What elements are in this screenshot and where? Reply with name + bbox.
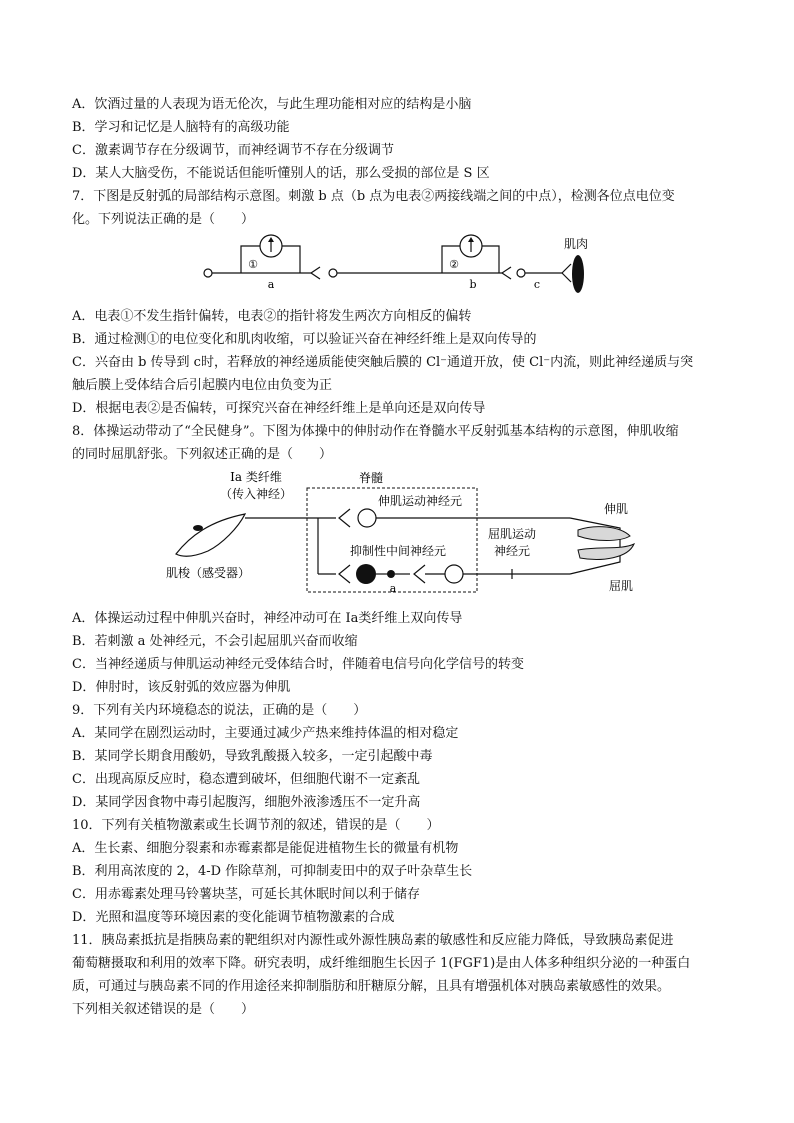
q11-line-2: 葡萄糖摄取和利用的效率下降。研究表明，成纤维细胞生长因子 1(FGF1)是由人体多种组织分泌的一种蛋白 [72,956,691,971]
q11-line-1: 11．胰岛素抵抗是指胰岛素的靶组织对内源性或外源性胰岛素的敏感性和反应能力降低，导致胰岛素促进 [72,933,674,948]
q7-muscle [572,255,584,293]
q8-muscle-spindle [176,514,245,556]
q7-option-c-cont: 触后膜上受体结合后引起膜内电位由负变为正 [72,378,333,393]
q7-synapse-1 [311,267,320,273]
q7-stem-line-2: 化。下列说法正确的是（ ） [72,212,255,227]
q6-option-b: B．学习和记忆是人脑特有的高级功能 [72,120,290,135]
q7-synapse-2 [502,267,511,273]
q8-option-d: D．伸肘时，该反射弧的效应器为伸肌 [72,680,291,695]
q8-option-c: C．当神经递质与伸肌运动神经元受体结合时，伴随着电信号向化学信号的转变 [72,657,524,672]
q8-option-a: A．体操运动过程中伸肌兴奋时，神经冲动可在 Ia类纤维上双向传导 [72,611,463,626]
q9-option-c: C．出现高原反应时，稳态遭到破坏，但细胞代谢不一定紊乱 [72,772,420,787]
q7-option-d: D．根据电表②是否偏转，可探究兴奋在神经纤维上是单向还是双向传导 [72,401,486,416]
q8-ia-fiber-label: Ia 类纤维 [230,470,282,484]
q7-option-b: B．通过检测①的电位变化和肌肉收缩，可以验证兴奋在神经纤维上是双向传导的 [72,332,537,347]
q8-flexor-label: 屈肌 [608,579,634,593]
q7-muscle-label: 肌肉 [563,237,589,251]
q7-option-c: C．兴奋由 b 传导到 c时，若释放的神经递质能使突触后膜的 Cl⁻通道开放，使 Cl⁻内流，则此神经递质与突 [72,355,694,370]
q8-extensor-neuron-label: 伸肌运动神经元 [377,494,463,508]
q9-option-d: D．某同学因食物中毒引起腹泻，细胞外液渗透压不一定升高 [72,795,421,810]
q10-option-d: D．光照和温度等环境因素的变化能调节植物激素的合成 [72,910,395,925]
q8-inhibitory-neuron [356,564,376,584]
q8-extensor-neuron [358,509,376,527]
q8-option-b: B．若刺激 a 处神经元，不会引起屈肌兴奋而收缩 [72,634,358,649]
q6-option-d: D．某人大脑受伤，不能说话但能听懂别人的话，那么受损的部位是 S 区 [72,166,490,181]
q9-option-b: B．某同学长期食用酸奶，导致乳酸摄入较多，一定引起酸中毒 [72,749,433,764]
q8-spinal-cord-label: 脊髓 [358,471,384,485]
q7-label-a: a [267,278,275,291]
q8-spinal-reflex-figure [150,466,650,596]
q11-line-3: 质，可通过与胰岛素不同的作用途径来抑制脂肪和肝糖原分解，且具有增强机体对胰岛素敏感性的效果。 [72,979,671,994]
q10-option-a: A．生长素、细胞分裂素和赤霉素都是能促进植物生长的微量有机物 [72,841,459,856]
q8-spindle-label: 肌梭（感受器） [165,566,251,580]
q8-flexor-neuron-label-2: 神经元 [493,544,531,558]
q8-point-a [387,570,395,578]
q10-stem: 10．下列有关植物激素或生长调节剂的叙述，错误的是（ ） [72,818,440,833]
q7-label-c: c [533,278,541,291]
q9-stem: 9．下列有关内环境稳态的说法，正确的是（ ） [72,703,367,718]
q6-option-a: A．饮酒过量的人表现为语无伦次，与此生理功能相对应的结构是小脑 [72,97,472,112]
q7-meter-2-label: ② [449,258,459,271]
q8-extensor-label: 伸肌 [603,502,629,516]
q7-meter-1-label: ① [248,258,258,271]
q8-afferent-label: （传入神经） [219,487,293,501]
q8-stem-line-1: 8．体操运动带动了“全民健身”。下图为体操中的伸肘动作在脊髓水平反射弧基本结构的示意图，伸肌收缩 [72,424,679,439]
q7-option-a: A．电表①不发生指针偏转，电表②的指针将发生两次方向相反的偏转 [72,309,472,324]
q8-label-a: a [389,582,397,595]
q7-label-b: b [469,278,477,291]
q8-flexor-neuron-label-1: 屈肌运动 [487,527,537,541]
q8-flexor-neuron [445,565,463,583]
q9-option-a: A．某同学在剧烈运动时，主要通过减少产热来维持体温的相对稳定 [72,726,459,741]
q8-inhibitory-label: 抑制性中间神经元 [349,544,447,558]
q10-option-c: C．用赤霉素处理马铃薯块茎，可延长其休眠时间以利于储存 [72,887,420,902]
q10-option-b: B．利用高浓度的 2，4-D 作除草剂，可抑制麦田中的双子叶杂草生长 [72,864,473,879]
q11-line-4: 下列相关叙述错误的是（ ） [72,1002,255,1017]
q7-left-terminal [204,269,212,277]
q7-stem-line-1: 7．下图是反射弧的局部结构示意图。刺激 b 点（b 点为电表②两接线端之间的中点），检测各位点电位变 [72,189,675,204]
q7-reflex-arc-figure [196,230,616,302]
q6-option-c: C．激素调节存在分级调节，而神经调节不存在分级调节 [72,143,394,158]
q8-stem-line-2: 的同时屈肌舒张。下列叙述正确的是（ ） [72,447,333,462]
